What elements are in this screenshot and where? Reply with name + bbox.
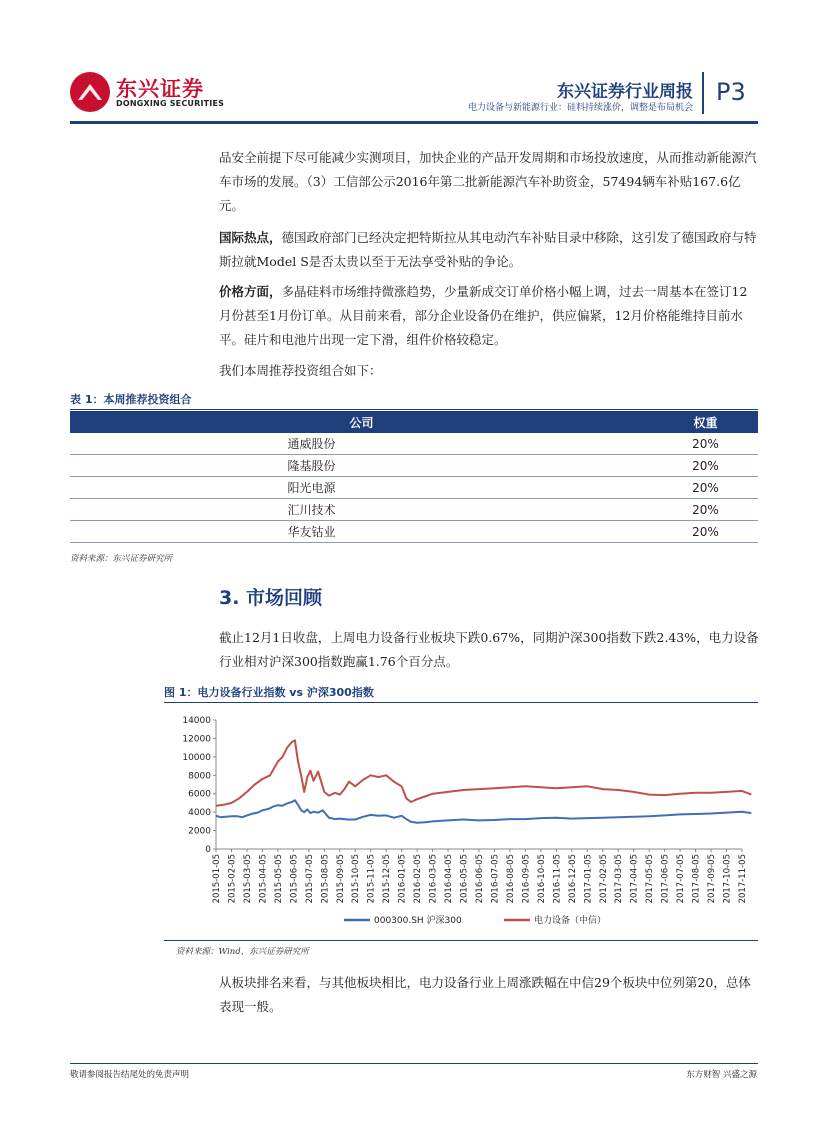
x-tick-label: 2016-06-05 <box>475 854 485 904</box>
x-tick-label: 2015-04-05 <box>258 854 269 904</box>
y-tick-label: 0 <box>205 845 211 855</box>
series-lines <box>216 740 751 822</box>
y-tick-label: 8000 <box>188 771 211 782</box>
logo-english-name: DONGXING SECURITIES <box>116 99 225 108</box>
x-tick-label: 2016-03-05 <box>428 854 439 904</box>
table-caption: 表 1：本周推荐投资组合 <box>70 393 192 406</box>
x-tick-label: 2017-02-05 <box>598 854 609 904</box>
x-tick-label: 2016-07-05 <box>490 854 501 904</box>
x-tick-label: 2017-08-05 <box>691 854 702 904</box>
chart-caption: 图 1：电力设备行业指数 vs 沪深300指数 <box>164 686 374 699</box>
paragraph-price-heading: 价格方面， <box>219 284 282 299</box>
table-row <box>70 477 758 499</box>
cell-company: 通威股份 <box>70 433 653 455</box>
x-tick-label: 2015-06-05 <box>289 854 300 904</box>
x-tick-label: 2016-04-05 <box>444 854 455 904</box>
legend-label: 000300.SH 沪深300 <box>374 916 462 926</box>
table-row <box>70 433 758 455</box>
chart-legend <box>344 914 606 926</box>
paragraph-price-body: 多晶硅料市场维持微涨趋势，少量新成交订单价格小幅上调，过去一周基本在签订12月份甚至1月份订单。从目前来看，部分企业设备仍在维护，供应偏紧，12月价格能维持目前水平。硅片和电池片出现一定下滑，组件价格较稳定。 <box>219 284 748 347</box>
header-separator <box>702 72 704 114</box>
cell-weight: 20% <box>653 521 758 543</box>
header-company: 公司 <box>70 411 653 433</box>
paragraph-price <box>219 280 759 352</box>
x-tick-label: 2016-10-05 <box>536 854 547 904</box>
portfolio-table <box>70 411 758 543</box>
y-tick-label: 12000 <box>182 734 211 745</box>
series-line-hs300 <box>216 800 751 823</box>
x-tick-label: 2015-03-05 <box>242 854 253 904</box>
cell-company: 汇川技术 <box>70 499 653 521</box>
x-tick-label: 2015-09-05 <box>335 854 346 904</box>
x-tick-label: 2016-08-05 <box>505 854 516 904</box>
x-tick-label: 2015-07-05 <box>304 854 315 904</box>
table-header-row <box>70 411 758 433</box>
x-tick-label: 2016-01-05 <box>397 854 408 904</box>
x-tick-label: 2015-05-05 <box>273 854 284 904</box>
x-tick-label: 2015-02-05 <box>227 854 238 904</box>
y-tick-label: 14000 <box>182 716 211 726</box>
x-tick-label: 2015-10-05 <box>351 854 362 904</box>
page-number: P3 <box>716 78 746 106</box>
table-top-rule <box>70 409 758 410</box>
x-tick-label: 2017-01-05 <box>583 854 594 904</box>
chart-top-rule <box>164 702 758 703</box>
x-tick-label: 2017-07-05 <box>676 854 687 904</box>
x-tick-label: 2016-09-05 <box>521 854 532 904</box>
chart-source-note: 资料来源：Wind，东兴证券研究所 <box>176 947 309 957</box>
x-tick-label: 2017-10-05 <box>722 854 733 904</box>
x-tick-label: 2016-12-05 <box>567 854 578 904</box>
header-divider <box>70 121 758 124</box>
table-row <box>70 521 758 543</box>
series-line-power-equipment <box>216 740 751 805</box>
x-tick-label: 2017-09-05 <box>707 854 718 904</box>
x-tick-label: 2017-04-05 <box>629 854 640 904</box>
x-tick-label: 2015-11-05 <box>366 854 377 904</box>
table-row <box>70 455 758 477</box>
cell-company: 阳光电源 <box>70 477 653 499</box>
report-subtitle: 电力设备与新能源行业：硅料持续涨价，调整是布局机会 <box>467 103 693 113</box>
report-title: 东兴证券行业周报 <box>557 82 693 102</box>
y-tick-label: 4000 <box>188 808 211 819</box>
y-axis <box>182 716 216 855</box>
table-source-note: 资料来源：东兴证券研究所 <box>70 554 173 564</box>
paragraph-policy: 品安全前提下尽可能减少实测项目，加快企业的产品开发周期和市场投放速度，从而推动新能源汽车市场的发展。（3）工信部公示2016年第二批新能源汽车补助资金，57494辆车补贴167.6亿元。 <box>219 150 757 213</box>
x-axis <box>212 849 748 903</box>
paragraph-market-review: 截止12月1日收盘，上周电力设备行业板块下跌0.67%，同期沪深300指数下跌2.43%，电力设备行业相对沪深300指数跑赢1.76个百分点。 <box>219 630 759 669</box>
paragraph-international-heading: 国际热点， <box>219 230 282 245</box>
x-tick-label: 2017-03-05 <box>614 854 625 904</box>
footer-slogan: 东方财智 兴盛之源 <box>686 1070 757 1080</box>
x-tick-label: 2016-05-05 <box>459 854 470 904</box>
logo-chinese-name: 东兴证券 <box>116 77 204 101</box>
footer-divider <box>70 1063 758 1064</box>
paragraph-sector-ranking: 从板块排名来看，与其他板块相比，电力设备行业上周涨跌幅在中信29个板块中位列第20，总体表现一般。 <box>219 975 751 1014</box>
cell-weight: 20% <box>653 433 758 455</box>
footer-disclaimer: 敬请参阅报告结尾处的免责声明 <box>70 1070 190 1080</box>
x-tick-label: 2016-02-05 <box>413 854 424 904</box>
line-chart <box>164 704 758 940</box>
x-tick-label: 2017-05-05 <box>645 854 656 904</box>
cell-weight: 20% <box>653 477 758 499</box>
x-tick-label: 2015-01-05 <box>212 854 222 904</box>
logo-emblem-icon <box>70 72 110 112</box>
x-tick-label: 2015-12-05 <box>382 854 393 904</box>
x-tick-label: 2017-06-05 <box>660 854 671 904</box>
table-row <box>70 499 758 521</box>
x-tick-label: 2016-11-05 <box>552 854 563 904</box>
cell-company: 华友钴业 <box>70 521 653 543</box>
y-tick-label: 6000 <box>188 789 211 800</box>
chart-bottom-rule <box>164 940 758 941</box>
legend-label: 电力设备（中信） <box>534 916 607 926</box>
x-tick-label: 2017-11-05 <box>738 854 748 904</box>
x-tick-label: 2015-08-05 <box>320 854 331 904</box>
y-tick-label: 10000 <box>182 752 211 763</box>
paragraph-portfolio-intro: 我们本周推荐投资组合如下： <box>219 363 382 378</box>
section-title: 3. 市场回顾 <box>219 587 323 609</box>
cell-weight: 20% <box>653 455 758 477</box>
paragraph-international-body: 德国政府部门已经决定把特斯拉从其电动汽车补贴目录中移除，这引发了德国政府与特斯拉就Model S是否太贵以至于无法享受补贴的争论。 <box>219 230 757 269</box>
cell-company: 隆基股份 <box>70 455 653 477</box>
cell-weight: 20% <box>653 499 758 521</box>
y-tick-label: 2000 <box>188 826 211 837</box>
header-weight: 权重 <box>653 411 758 433</box>
paragraph-international <box>219 226 759 274</box>
company-logo <box>70 70 225 115</box>
